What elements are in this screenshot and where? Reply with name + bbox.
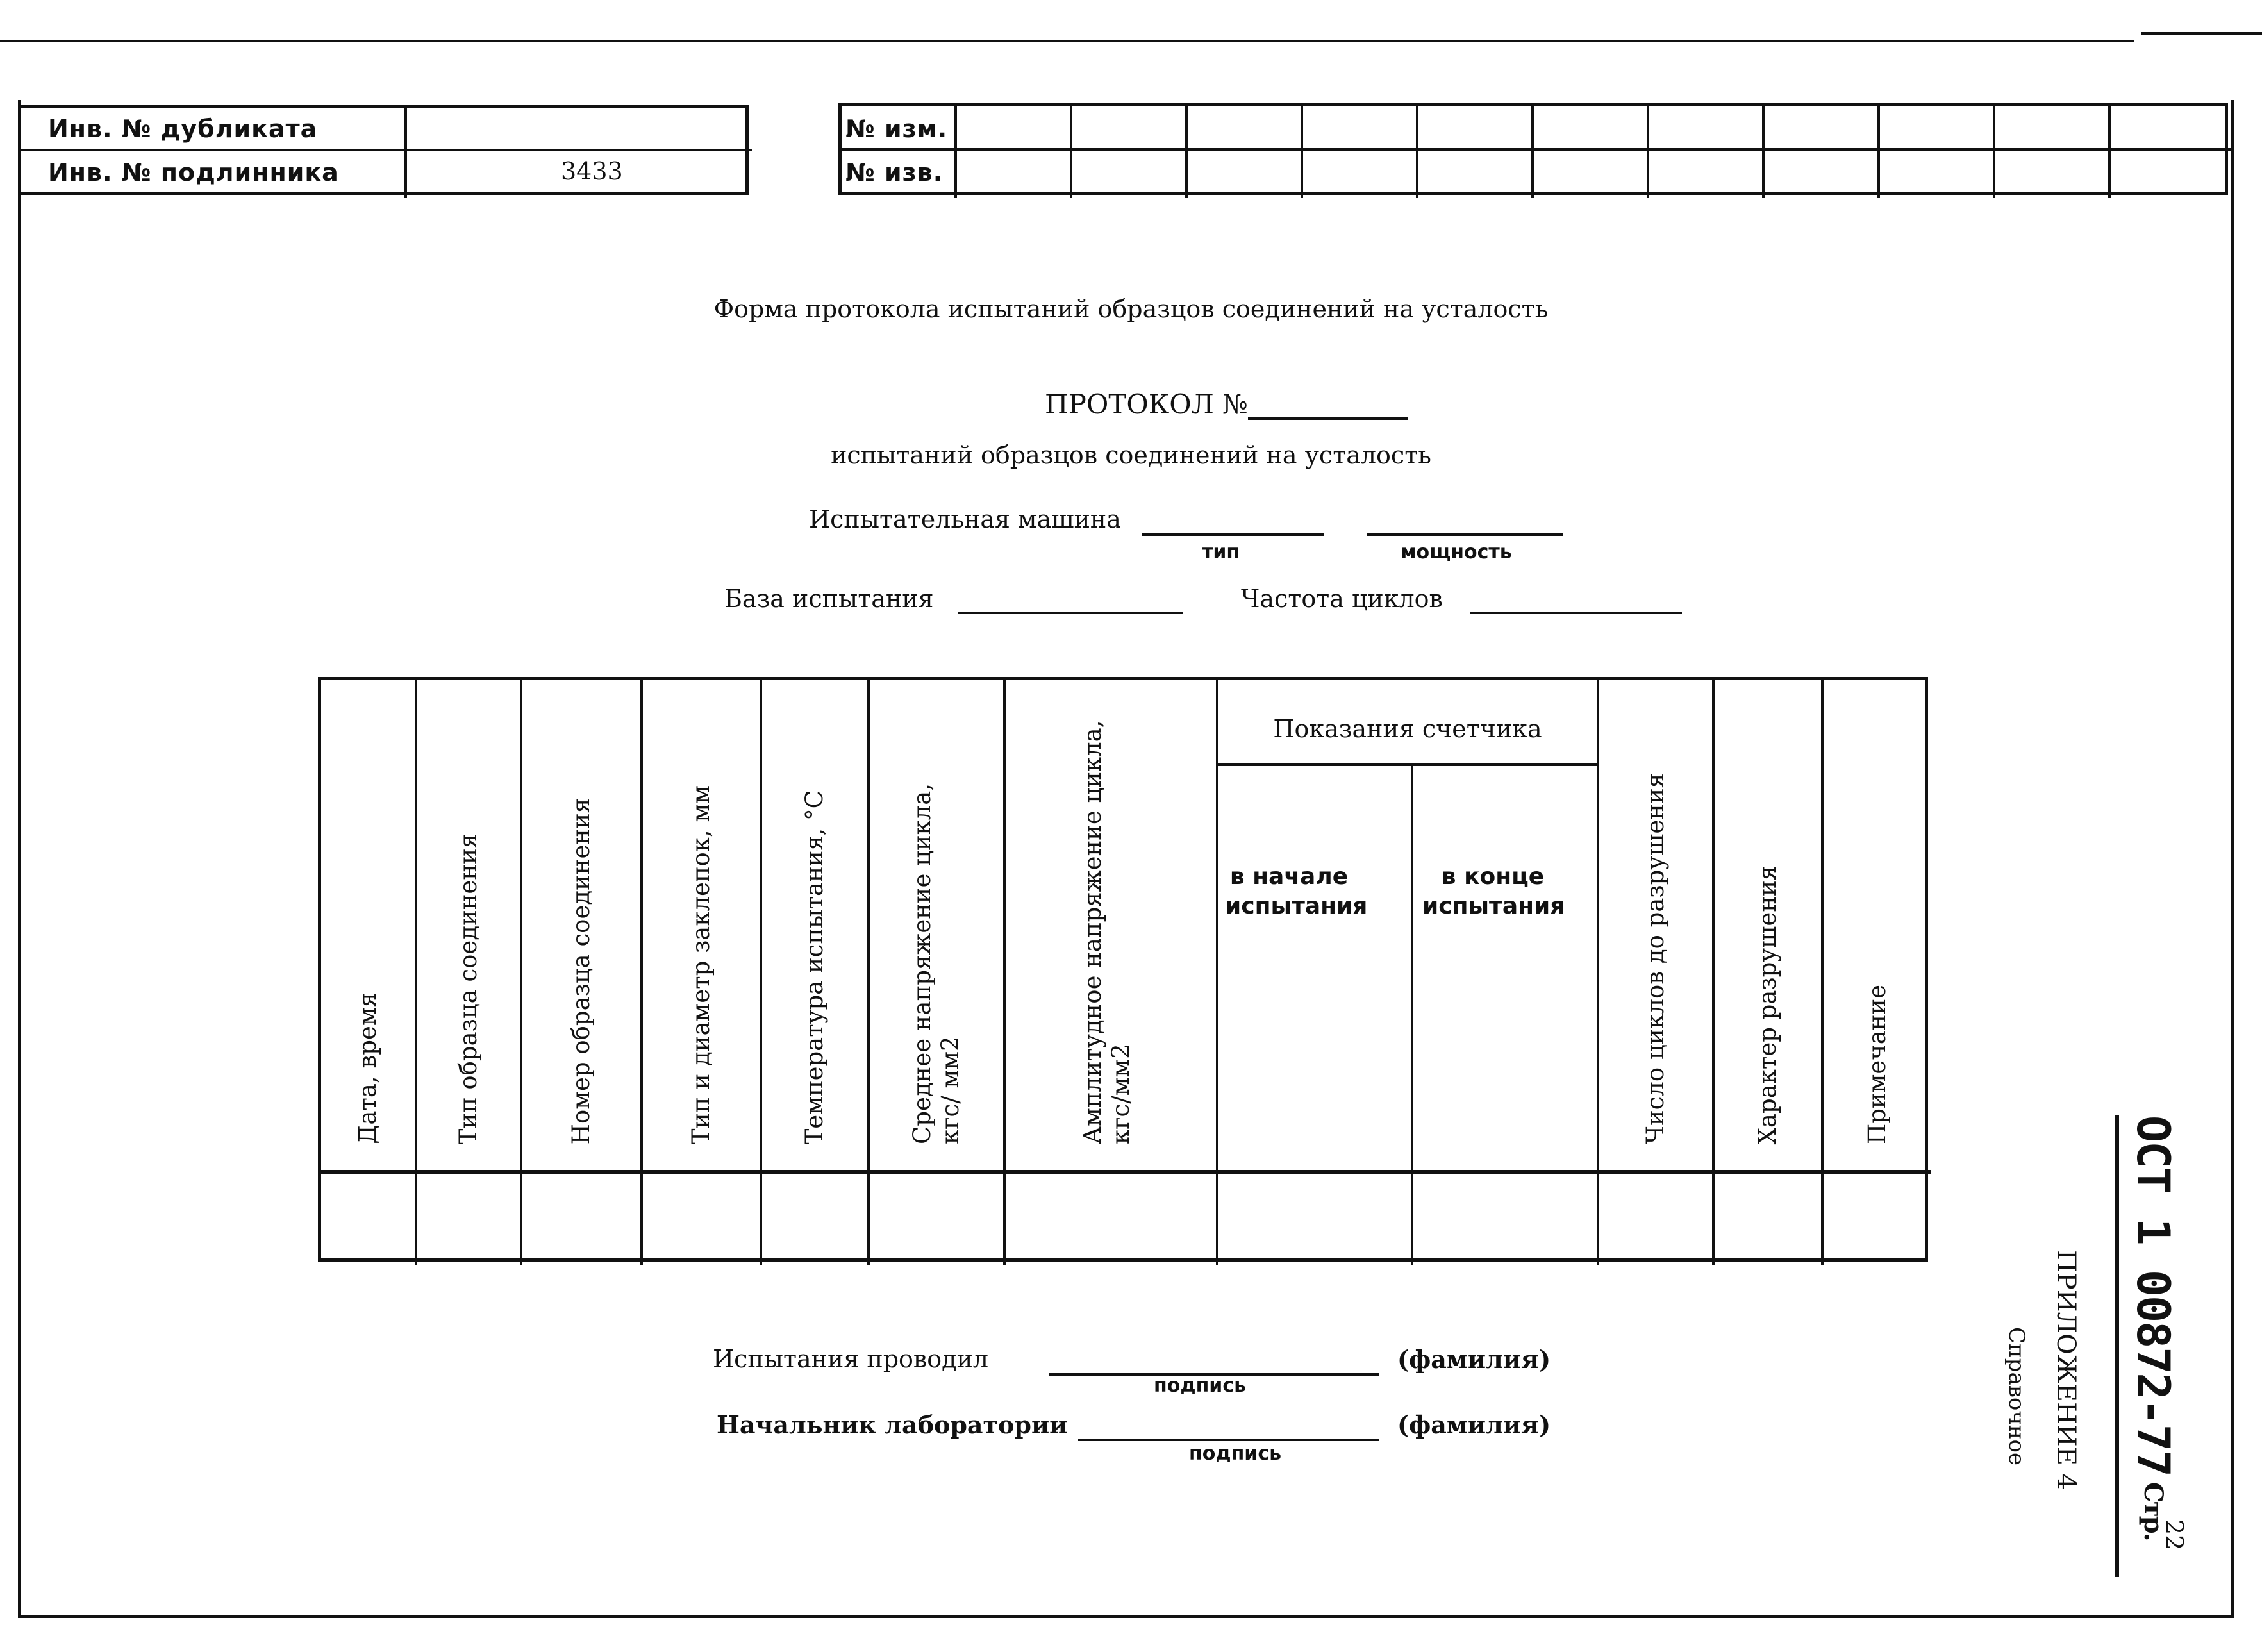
col-amplitude-stress: Амплитудное напряжение цикла, кгс/мм2 (1079, 720, 1135, 1144)
col-mean-stress: Среднее напряжение цикла, кгс/ мм2 (908, 783, 964, 1144)
izm-label: № изм. (845, 115, 948, 143)
doc-code-block (2127, 1115, 2178, 1577)
col-sample-number: Номер образца соединения (567, 797, 595, 1144)
lab-head-label: Начальник лаборатории (717, 1410, 1068, 1439)
col-sample-type: Тип образца соединения (454, 833, 482, 1144)
appendix-type: Справочное (2004, 1327, 2029, 1466)
results-table (318, 677, 1928, 1262)
tested-by-label: Испытания проводил (713, 1345, 989, 1373)
doc-code: ОСТ 1 00872-77 (2127, 1115, 2179, 1476)
col-counter-end: в конце испытания (1422, 864, 1565, 919)
col-rivets: Тип и диаметр заклепок, мм (687, 785, 715, 1144)
machine-type-blank[interactable] (1142, 533, 1324, 536)
page-number: 22 (2160, 1519, 2188, 1551)
original-inv-label: Инв. № подлинника (48, 158, 339, 187)
tested-by-sign-caption: подпись (1154, 1374, 1247, 1397)
original-inv-value: 3433 (561, 157, 623, 185)
col-failure-type: Характер разрушения (1754, 865, 1781, 1144)
base-blank[interactable] (958, 612, 1183, 614)
tested-by-surname: (фамилия) (1397, 1345, 1551, 1374)
duplicate-inv-label: Инв. № дубликата (48, 115, 318, 143)
type-caption: тип (1202, 541, 1240, 563)
frequency-label: Частота циклов (1241, 585, 1443, 613)
col-cycles-to-failure: Число циклов до разрушения (1642, 773, 1669, 1144)
lab-head-surname: (фамилия) (1397, 1410, 1551, 1439)
protocol-heading (1045, 388, 1408, 420)
top-edge-line (0, 40, 2134, 42)
lab-head-sign-line[interactable] (1078, 1439, 1379, 1441)
izv-label: № изв. (845, 158, 944, 187)
protocol-number-blank[interactable] (1248, 390, 1408, 420)
protocol-subheading: испытаний образцов соединений на усталость (831, 441, 1431, 469)
frequency-blank[interactable] (1470, 612, 1682, 614)
table-row[interactable] (321, 1175, 1925, 1258)
machine-power-blank[interactable] (1367, 533, 1563, 536)
protocol-heading-text: ПРОТОКОЛ № (1045, 388, 1248, 420)
form-title: Форма протокола испытаний образцов соединений на усталость (713, 295, 1549, 323)
lab-head-sign-caption: подпись (1189, 1442, 1282, 1465)
power-caption: мощность (1401, 541, 1512, 563)
top-edge-line-right (2141, 32, 2262, 35)
page-label: Стр. (2138, 1482, 2168, 1540)
col-date-time: Дата, время (354, 992, 381, 1144)
appendix-label: ПРИЛОЖЕНИЕ 4 (2051, 1250, 2081, 1490)
col-counter-readings: Показания счетчика (1273, 715, 1542, 743)
doc-code-underline (2115, 1115, 2119, 1577)
col-counter-start: в начале испытания (1225, 864, 1368, 919)
inventory-table (18, 105, 749, 195)
col-note: Примечание (1863, 984, 1891, 1144)
base-label: База испытания (724, 585, 934, 613)
machine-label: Испытательная машина (809, 505, 1121, 533)
col-temperature: Температура испытания, °С (801, 790, 828, 1144)
changes-table (838, 103, 2228, 195)
